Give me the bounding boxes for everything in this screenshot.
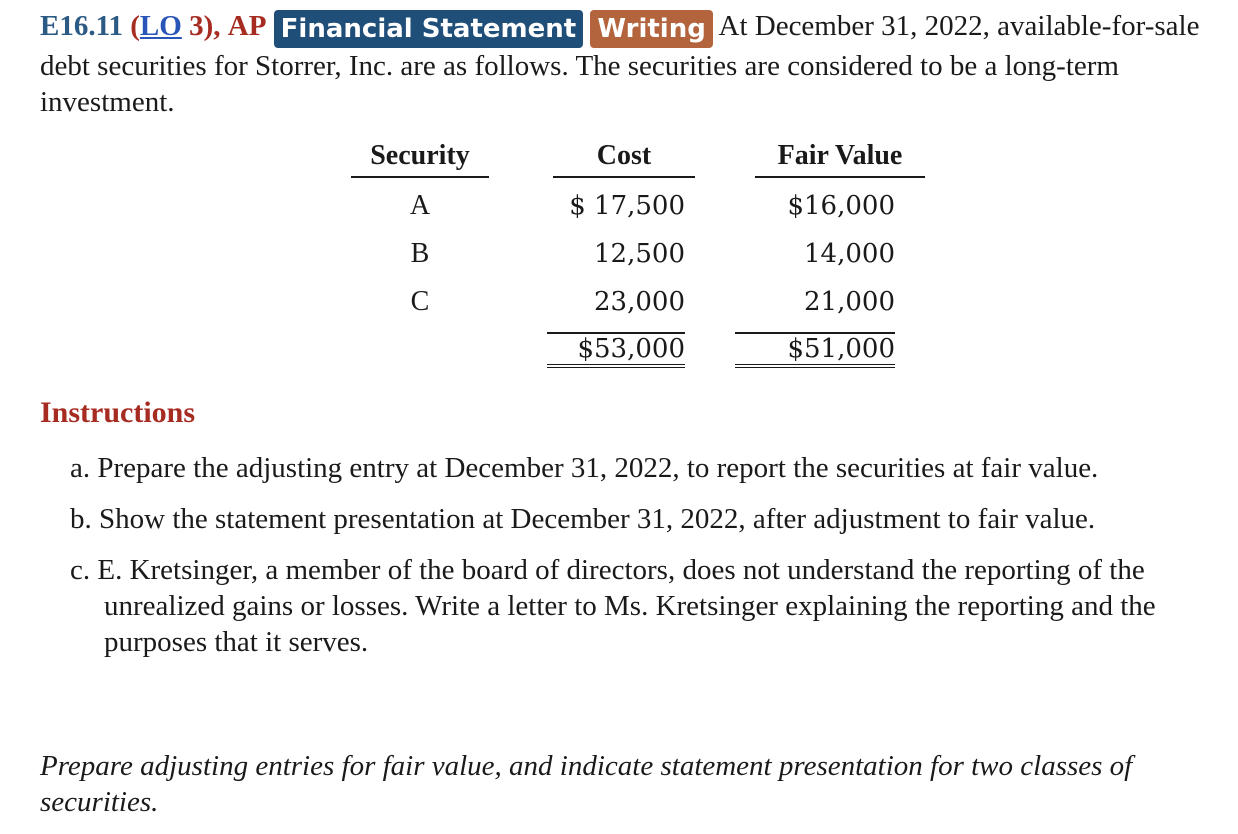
table-header-row xyxy=(345,140,925,182)
instruction-item-a: a. Prepare the adjusting entry at December 31, 2022, to report the securities at fair value. xyxy=(70,452,1099,484)
cell-cost: 23,000 xyxy=(594,287,685,317)
instructions-heading: Instructions xyxy=(40,396,196,429)
table-row xyxy=(345,230,925,278)
ap-label: AP xyxy=(227,10,267,42)
cell-fair-value: 14,000 xyxy=(804,239,895,269)
exercise-id: E16.11 xyxy=(40,10,123,42)
cell-cost: 12,500 xyxy=(594,239,685,269)
instruction-item-c: c. E. Kretsinger, a member of the board of directors, does not understand the reporting of the unrealized gains or losses. Write a letter to Ms. Kretsinger explaining the reporting and the purposes that it serves. xyxy=(70,554,1156,658)
cell-security: B xyxy=(410,238,430,269)
header-security: Security xyxy=(345,140,495,182)
intro-text: At December 31, 2022, available-for-sale debt securities for Storrer, Inc. are as follows. The securities are considered to be a long-term investment. xyxy=(40,10,1200,118)
lo-number: 3), xyxy=(181,10,221,42)
exercise-intro xyxy=(40,8,1210,120)
writing-tag: Writing xyxy=(590,10,712,48)
header-fair-value: Fair Value xyxy=(695,140,925,182)
cell-fair-value: $16,000 xyxy=(787,191,895,221)
totals-row xyxy=(345,326,925,374)
header-cost: Cost xyxy=(495,140,695,182)
securities-table xyxy=(345,140,925,374)
total-fair-value: $51,000 xyxy=(735,332,895,368)
cell-fair-value: 21,000 xyxy=(804,287,895,317)
instructions-list xyxy=(70,450,1210,675)
learning-objective-ref xyxy=(130,10,220,42)
instruction-item-b: b. Show the statement presentation at December 31, 2022, after adjustment to fair value. xyxy=(70,503,1096,535)
table-row xyxy=(345,182,925,230)
lo-open-paren: ( xyxy=(130,10,140,42)
lo-link[interactable]: LO xyxy=(139,10,182,42)
cell-security: C xyxy=(410,286,430,317)
cell-cost: $ 17,500 xyxy=(569,191,685,221)
table-row xyxy=(345,278,925,326)
learning-objective-note: Prepare adjusting entries for fair value, and indicate statement presentation for two classes of securities. xyxy=(40,750,1133,818)
total-cost: $53,000 xyxy=(547,332,685,368)
financial-statement-tag: Financial Statement xyxy=(274,10,584,48)
cell-security: A xyxy=(409,190,431,221)
